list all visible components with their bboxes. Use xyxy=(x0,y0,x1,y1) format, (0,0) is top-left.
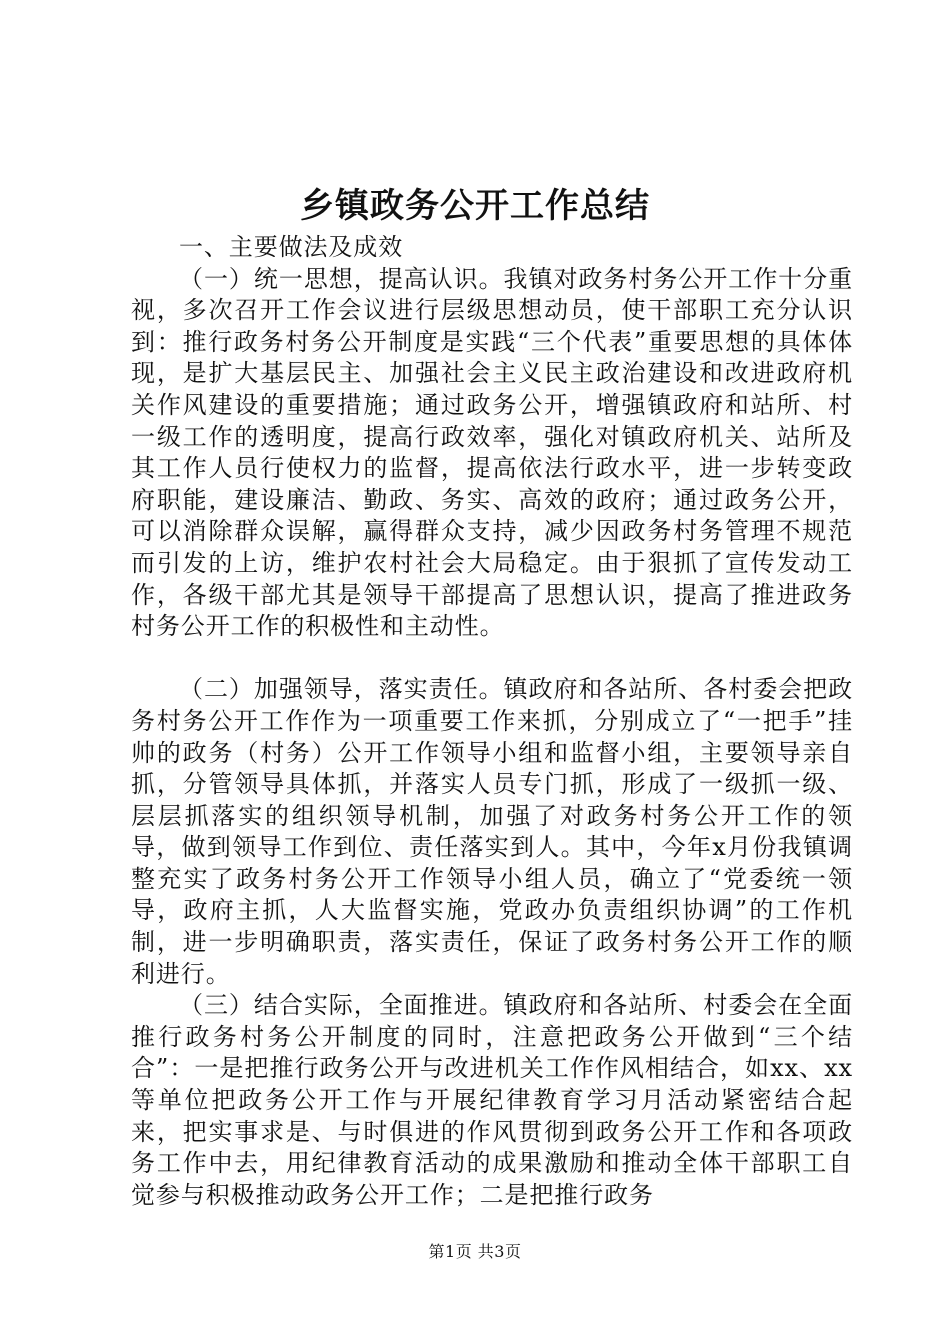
document-title: 乡镇政务公开工作总结 xyxy=(300,186,650,226)
paragraph-2: （二）加强领导，落实责任。镇政府和各站所、各村委会把政务村务公开工作作为一项重要工作来抓，分别成立了“一把手”挂帅的政务（村务）公开工作领导小组和监督小组，主要领导亲自抓，分管领导具体抓，并落实人员专门抓，形成了一级抓一级、层层抓落实的组织领导机制，加强了对政务村务公开工作的领导，做到领导工作到位、责任落实到人。其中，今年x月份我镇调整充实了政务村务公开工作领导小组人员，确立了“党委统一领导，政府主抓，人大监督实施，党政办负责组织协调”的工作机制，进一步明确职责，落实责任，保证了政务村务公开工作的顺利进行。 xyxy=(131,675,853,988)
paragraph-3: （三）结合实际，全面推进。镇政府和各站所、村委会在全面推行政务村务公开制度的同时，注意把政务公开做到“三个结合”：一是把推行政务公开与改进机关工作作风相结合，如xx、xx等单位把政务公开工作与开展纪律教育学习月活动紧密结合起来，把实事求是、与时俱进的作风贯彻到政务公开工作和各项政务工作中去，用纪律教育活动的成果激励和推动全体干部职工自觉参与积极推动政务公开工作；二是把推行政务 xyxy=(131,991,853,1209)
page-footer: 第1页 共3页 xyxy=(428,1242,522,1261)
document-body xyxy=(131,232,853,1211)
section-heading: 一、主要做法及成效 xyxy=(179,233,404,261)
paragraph-1: （一）统一思想，提高认识。我镇对政务村务公开工作十分重视，多次召开工作会议进行层级思想动员，使干部职工充分认识到：推行政务村务公开制度是实践“三个代表”重要思想的具体体现，是扩大基层民主、加强社会主义民主政治建设和改进政府机关作风建设的重要措施；通过政务公开，增强镇政府和站所、村一级工作的透明度，提高行政效率，强化对镇政府机关、站所及其工作人员行使权力的监督，提高依法行政水平，进一步转变政府职能，建设廉洁、勤政、务实、高效的政府；通过政务公开，可以消除群众误解，赢得群众支持，减少因政务村务管理不规范而引发的上访，维护农村社会大局稳定。由于狠抓了宣传发动工作，各级干部尤其是领导干部提高了思想认识，提高了推进政务村务公开工作的积极性和主动性。 xyxy=(131,264,853,641)
